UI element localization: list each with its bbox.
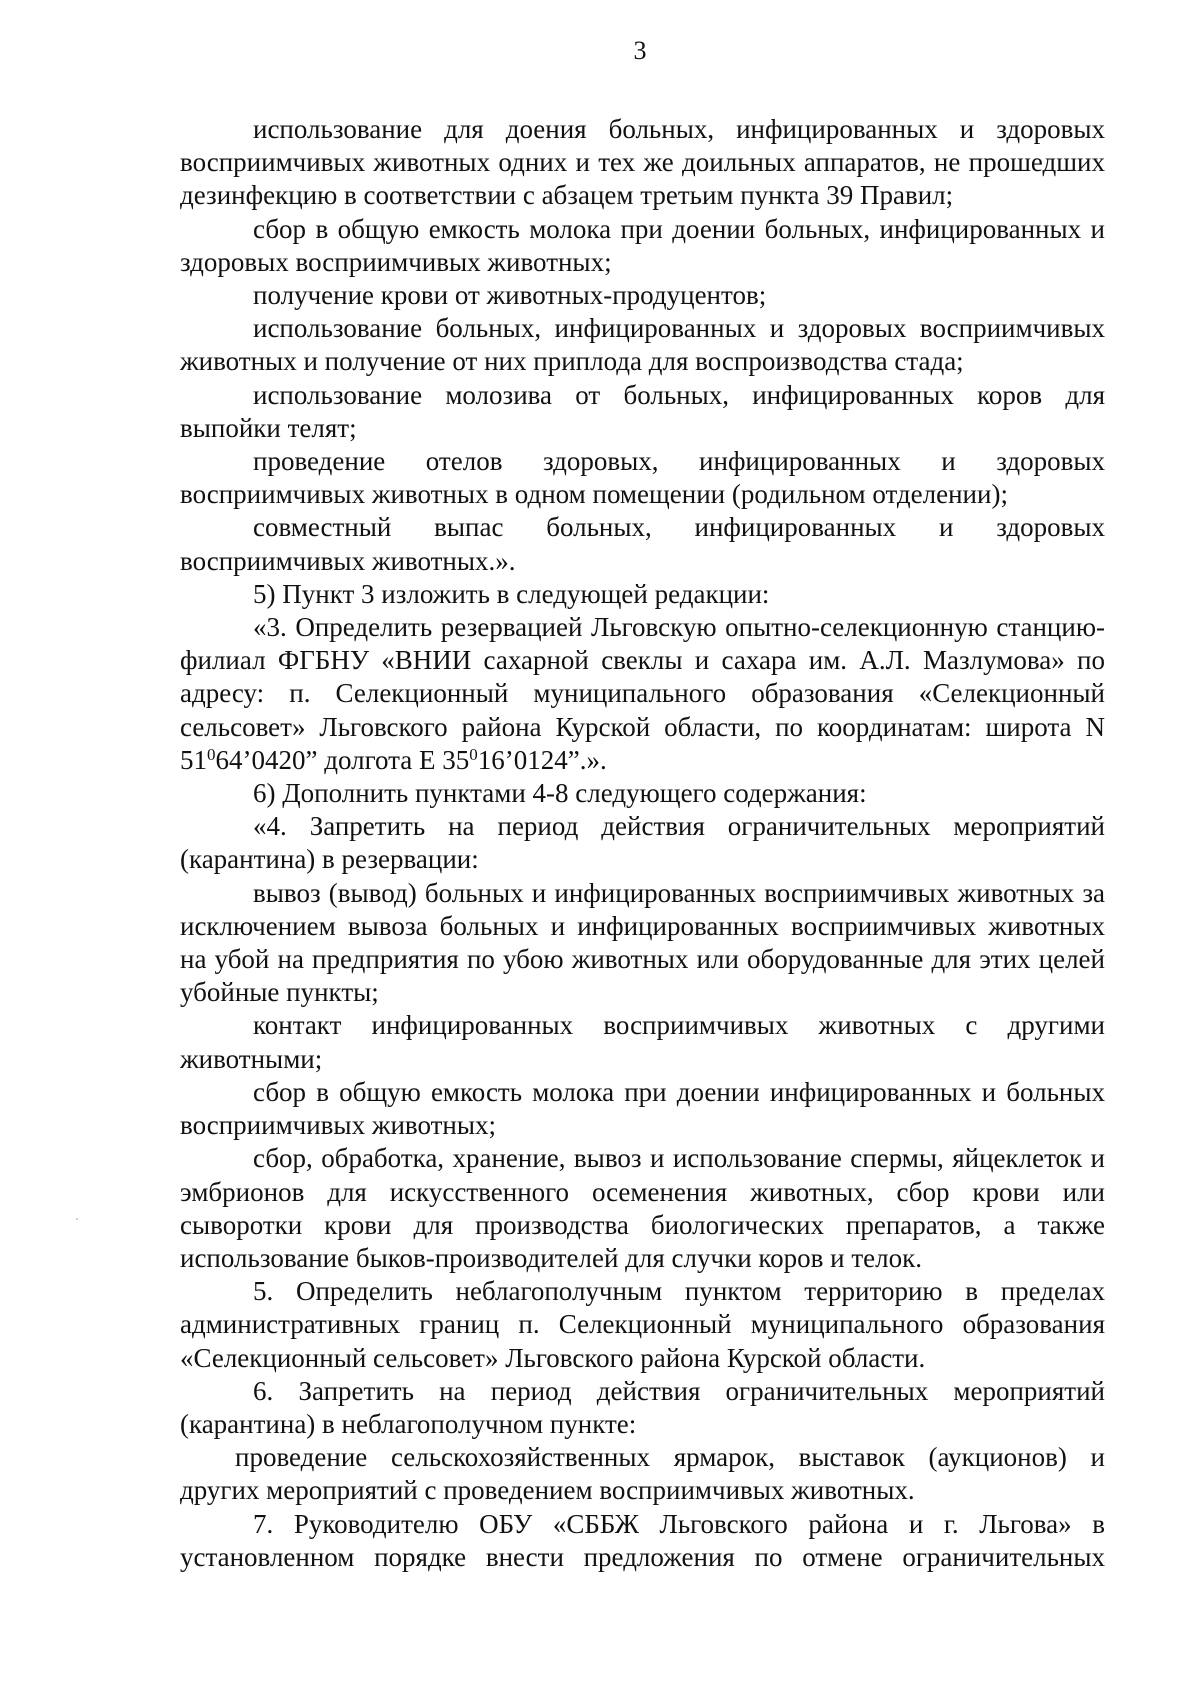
latitude-degree-mark: 0: [207, 744, 216, 764]
scan-artifact: [76, 1218, 78, 1220]
paragraph-milk-collection-infected: сбор в общую емкость молока при доении инфицированных и больных восприимчивых животных;: [180, 1076, 1105, 1141]
paragraph-item-5-amendment: 5) Пункт 3 изложить в следующей редакции:: [253, 578, 770, 609]
paragraph-reservation-prohibition: «4. Запретить на период действия ограничительных мероприятий (карантина) в резервации:: [180, 811, 1105, 875]
paragraph-unfavorable-point: 5. Определить неблагополучным пунктом территорию в пределах административных границ п. Селекционный муниципального образования «Селекционный сельсовет» Льговского района Курской области.: [180, 1276, 1105, 1373]
paragraph-unfavorable-prohibition: 6. Запретить на период действия ограничительных мероприятий (карантина) в неблагополучном пункте:: [180, 1375, 1105, 1439]
paragraph-milking-equipment: использование для доения больных, инфицированных и здоровых восприимчивых животных одних и тех же доильных аппаратов, не прошедших дезинфекцию в соответствии с абзацем третьим пункта 39 Правил;: [180, 114, 1105, 211]
paragraph-joint-grazing: совместный выпас больных, инфицированных и здоровых восприимчивых животных.».: [180, 512, 1105, 576]
reservation-text-middle: 64’0420” долгота E 35: [215, 744, 470, 775]
paragraph-animal-removal: вывоз (вывод) больных и инфицированных восприимчивых животных за исключением вывоза больных и инфицированных восприимчивых животных на убой на предприятия по убою животных или оборудованные для этих целей убойные пункты;: [180, 877, 1105, 1008]
reservation-text-end: 16’0124”.».: [477, 744, 607, 775]
paragraph-calving: проведение отелов здоровых, инфицированных и здоровых восприимчивых животных в одном помещении (родильном отделении);: [180, 446, 1105, 510]
paragraph-head-proposals: 7. Руководителю ОБУ «СББЖ Льговского района и г. Льгова» в установленном порядке внести предложения по отмене ограничительных: [180, 1508, 1105, 1572]
paragraph-animal-contact: контакт инфицированных восприимчивых животных с другими животными;: [180, 1010, 1105, 1074]
document-body: [180, 113, 1105, 1574]
paragraph-milk-collection: сбор в общую емкость молока при доении больных, инфицированных и здоровых восприимчивых животных;: [180, 213, 1105, 277]
paragraph-item-6-amendment: 6) Дополнить пунктами 4-8 следующего содержания:: [253, 778, 867, 809]
paragraph-blood-collection: получение крови от животных-продуцентов;: [253, 280, 767, 311]
longitude-degree-mark: 0: [469, 744, 478, 764]
paragraph-reservation-definition: [180, 611, 1105, 777]
paragraph-colostrum-use: использование молозива от больных, инфицированных коров для выпойки телят;: [180, 379, 1105, 443]
paragraph-offspring-use: использование больных, инфицированных и здоровых восприимчивых животных и получение от них приплода для воспроизводства стада;: [180, 313, 1105, 377]
page-number: 3: [633, 36, 647, 65]
reservation-text-start: «3. Определить резервацией Льговскую опытно-селекционную станцию-филиал ФГБНУ «ВНИИ сахарной свеклы и сахара им. А.Л. Мазлумова» по адресу: п. Селекционный муниципального образования «Селекционный сельсовет» Льговского района Курской области, по координатам: широта N 51: [180, 612, 1105, 775]
paragraph-fairs-exhibitions: проведение сельскохозяйственных ярмарок, выставок (аукционов) и других мероприятий с проведением восприимчивых животных.: [180, 1442, 1105, 1506]
paragraph-sperm-embryo: сбор, обработка, хранение, вывоз и использование спермы, яйцеклеток и эмбрионов для искусственного осеменения животных, сбор крови или сыворотки крови для производства биологических препаратов, а также использование быков-производителей для случки коров и телок.: [180, 1143, 1105, 1273]
